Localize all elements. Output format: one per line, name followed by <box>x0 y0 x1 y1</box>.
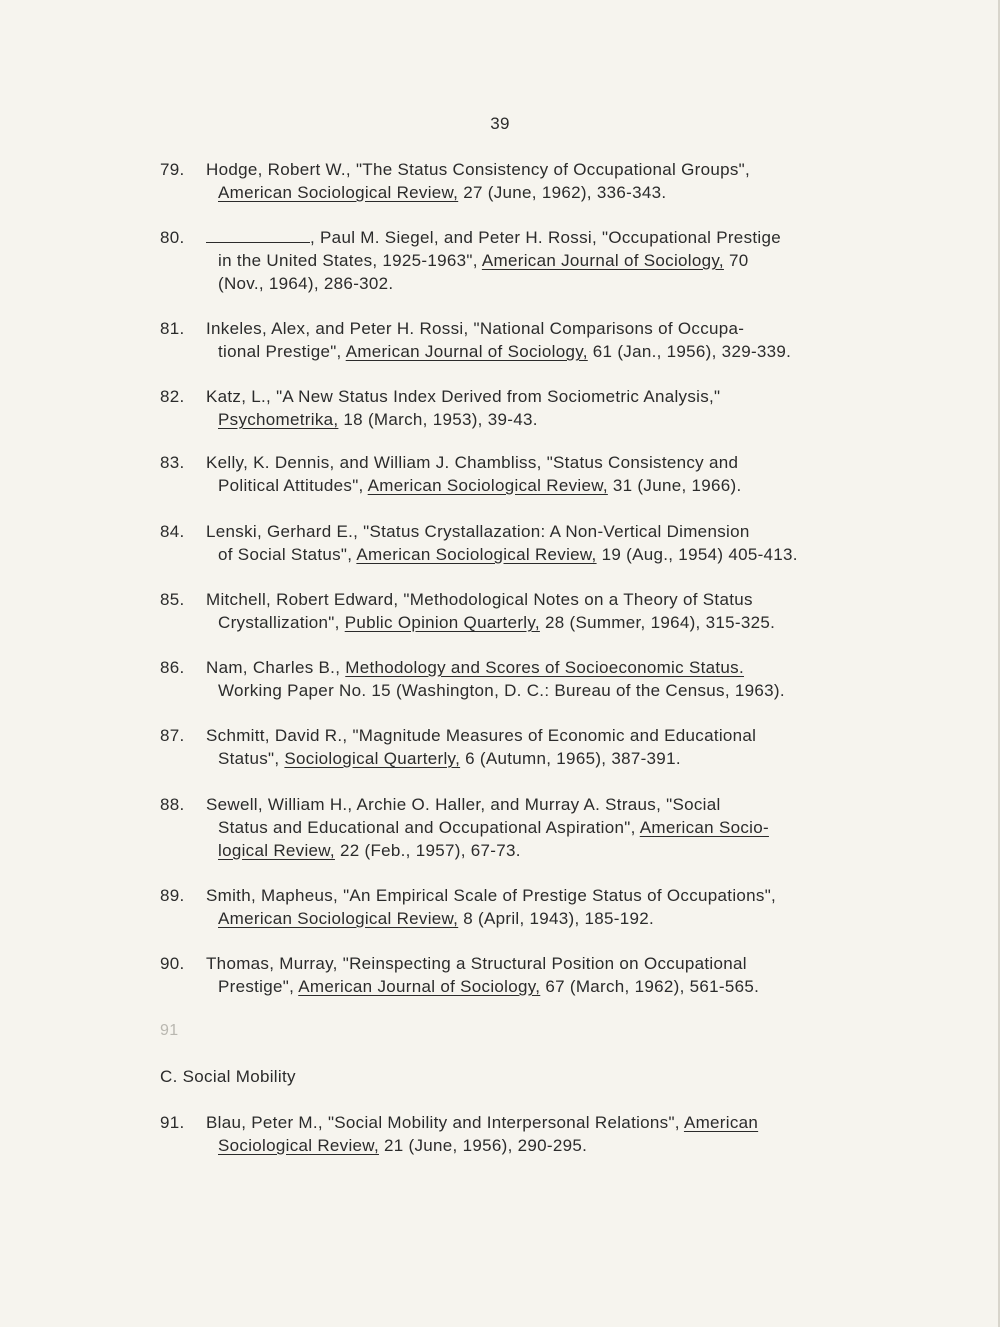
reference-number: 84. <box>160 522 185 541</box>
reference-line: Schmitt, David R., "Magnitude Measures of Economic and Educational <box>206 726 757 745</box>
journal-title: American Journal of Sociology, <box>481 251 724 270</box>
reference-number: 82. <box>160 387 185 406</box>
journal-title: Public Opinion Quarterly, <box>344 613 540 632</box>
reference-line: Mitchell, Robert Edward, "Methodological Notes on a Theory of Status <box>206 590 753 609</box>
reference-line: Katz, L., "A New Status Index Derived from Sociometric Analysis," <box>206 387 721 406</box>
reference-number: 83. <box>160 453 185 472</box>
reference-line: (Nov., 1964), 286-302. <box>218 274 394 293</box>
reference-line: Psychometrika, 18 (March, 1953), 39-43. <box>218 410 538 429</box>
reference-line: , Paul M. Siegel, and Peter H. Rossi, "Occupational Prestige <box>160 226 950 249</box>
reference-number: 87. <box>160 726 185 745</box>
reference-91 <box>160 1111 950 1157</box>
journal-title: American <box>683 1113 759 1132</box>
reference-83 <box>160 451 950 497</box>
reference-line: Status and Educational and Occupational Aspiration", American Socio- <box>218 818 769 837</box>
faint-stray-number: 91 <box>160 1022 179 1039</box>
reference-84 <box>160 520 950 566</box>
journal-title: American Sociological Review, <box>356 545 597 564</box>
reference-82 <box>160 385 950 431</box>
journal-title: American Socio- <box>639 818 769 837</box>
repeated-author-blank <box>206 228 310 243</box>
reference-line: logical Review, 22 (Feb., 1957), 67-73. <box>218 841 521 860</box>
work-title: Methodology and Scores of Socioeconomic Status. <box>345 658 744 677</box>
reference-88 <box>160 793 950 862</box>
journal-title: logical Review, <box>218 841 335 860</box>
journal-title: Psychometrika, <box>218 410 339 429</box>
reference-81 <box>160 317 950 363</box>
reference-line: Nam, Charles B., Methodology and Scores of Socioeconomic Status. <box>206 658 744 677</box>
reference-line: Lenski, Gerhard E., "Status Crystallazation: A Non-Vertical Dimension <box>206 522 750 541</box>
journal-title: American Journal of Sociology, <box>345 342 588 361</box>
reference-line: Working Paper No. 15 (Washington, D. C.: Bureau of the Census, 1963). <box>218 681 785 700</box>
journal-title: American Sociological Review, <box>218 183 459 202</box>
reference-line: Hodge, Robert W., "The Status Consistency of Occupational Groups", <box>206 160 751 179</box>
reference-line: Blau, Peter M., "Social Mobility and Interpersonal Relations", American <box>206 1113 759 1132</box>
reference-89 <box>160 884 950 930</box>
reference-number: 89. <box>160 886 185 905</box>
reference-line: tional Prestige", American Journal of Sociology, 61 (Jan., 1956), 329-339. <box>218 342 792 361</box>
journal-title: American Sociological Review, <box>367 476 608 495</box>
journal-title: American Journal of Sociology, <box>298 977 541 996</box>
reference-line: Sewell, William H., Archie O. Haller, and Murray A. Straus, "Social <box>206 795 721 814</box>
reference-87 <box>160 724 950 770</box>
reference-line: American Sociological Review, 8 (April, 1943), 185-192. <box>218 909 655 928</box>
reference-number: 79. <box>160 160 185 179</box>
reference-line: Political Attitudes", American Sociological Review, 31 (June, 1966). <box>218 476 742 495</box>
reference-80 <box>160 226 950 295</box>
reference-line: of Social Status", American Sociological Review, 19 (Aug., 1954) 405-413. <box>218 545 798 564</box>
reference-line: Smith, Mapheus, "An Empirical Scale of Prestige Status of Occupations", <box>206 886 777 905</box>
reference-number: 80. <box>160 228 185 247</box>
reference-90 <box>160 952 950 998</box>
reference-line: Status", Sociological Quarterly, 6 (Autumn, 1965), 387-391. <box>218 749 681 768</box>
reference-number: 85. <box>160 590 185 609</box>
reference-line: Crystallization", Public Opinion Quarterly, 28 (Summer, 1964), 315-325. <box>218 613 776 632</box>
reference-number: 88. <box>160 795 185 814</box>
reference-line: Prestige", American Journal of Sociology, 67 (March, 1962), 561-565. <box>218 977 760 996</box>
journal-title: Sociological Quarterly, <box>284 749 461 768</box>
reference-number: 86. <box>160 658 185 677</box>
reference-line: Thomas, Murray, "Reinspecting a Structural Position on Occupational <box>206 954 747 973</box>
reference-line: American Sociological Review, 27 (June, 1962), 336-343. <box>218 183 667 202</box>
reference-number: 90. <box>160 954 185 973</box>
reference-line: in the United States, 1925-1963", American Journal of Sociology, 70 <box>218 251 749 270</box>
journal-title: Sociological Review, <box>218 1136 379 1155</box>
reference-86 <box>160 656 950 702</box>
reference-85 <box>160 588 950 634</box>
reference-line: Inkeles, Alex, and Peter H. Rossi, "National Comparisons of Occupa- <box>206 319 745 338</box>
reference-line: Kelly, K. Dennis, and William J. Chambliss, "Status Consistency and <box>206 453 739 472</box>
reference-number: 81. <box>160 319 185 338</box>
journal-title: American Sociological Review, <box>218 909 459 928</box>
reference-79 <box>160 158 950 204</box>
section-heading: C. Social Mobility <box>160 1067 296 1086</box>
reference-line: Sociological Review, 21 (June, 1956), 290-295. <box>218 1136 588 1155</box>
page-number: 39 <box>490 114 510 133</box>
reference-number: 91. <box>160 1113 185 1132</box>
